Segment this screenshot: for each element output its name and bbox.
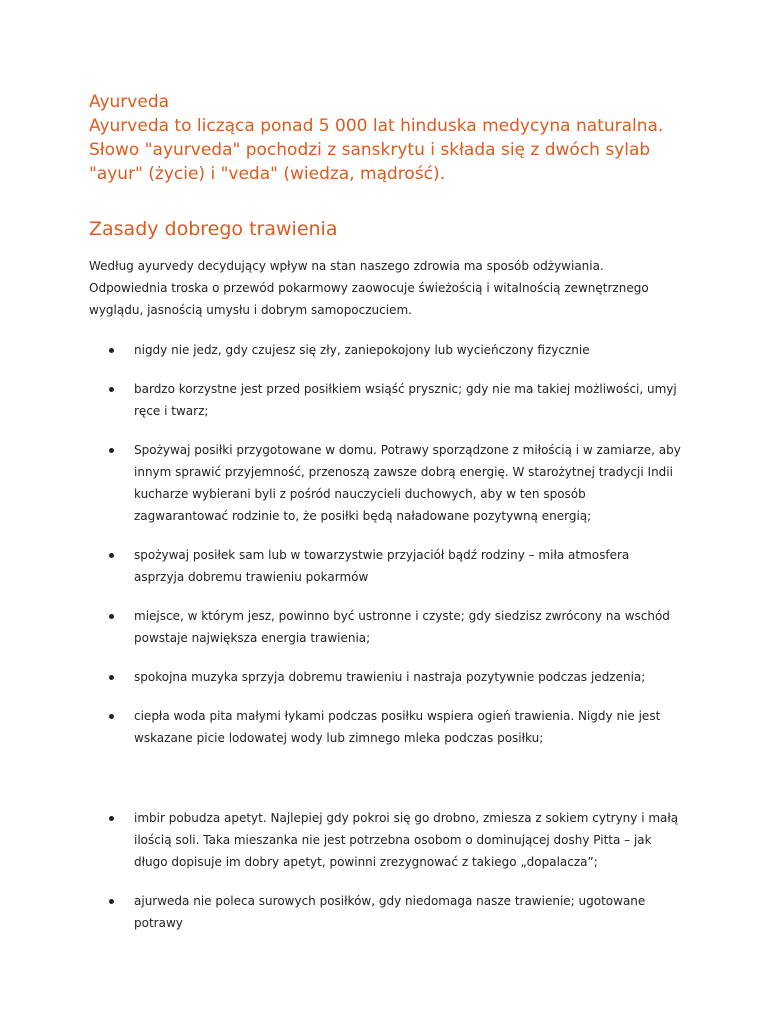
bullet-icon — [109, 899, 114, 904]
intro-text: Ayurveda to licząca ponad 5 000 lat hinduska medycyna naturalna. Słowo "ayurveda" pochodzi z sanskrytu i składa się z dwóch sylab "ayur" (życie) i "veda" (wiedza, mądrość). — [89, 116, 664, 184]
list-item-text: ciepła woda pita małymi łykami podczas posiłku wspiera ogień trawienia. Nigdy nie jest wskazane picie lodowatej wody lub zimnego mleka podczas posiłku; — [134, 709, 661, 745]
list-item — [89, 439, 682, 527]
list-item-text: spożywaj posiłek sam lub w towarzystwie przyjaciół bądź rodziny – miła atmosfera asprzyja dobremu trawieniu pokarmów — [134, 548, 630, 584]
list-item-text: ajurweda nie poleca surowych posiłków, gdy niedomaga nasze trawienie; ugotowane potrawy — [134, 894, 646, 930]
document-page — [89, 90, 689, 934]
list-item-text: Spożywaj posiłki przygotowane w domu. Potrawy sporządzone z miłością i w zamiarze, aby innym sprawić przyjemność, przenoszą zawsze dobrą energię. W starożytnej tradycji Indii kucharze wybierani byli z pośród nauczycieli duchowych, aby w ten sposób zagwarantować rodzinie to, że posiłki będą naładowane pozytywną energią; — [134, 443, 681, 523]
bullet-icon — [109, 714, 114, 719]
list-item — [89, 339, 682, 361]
bullet-icon — [109, 675, 114, 680]
list-item — [89, 807, 682, 873]
section-heading: Zasady dobrego trawienia — [89, 218, 338, 240]
bullet-list — [89, 339, 689, 934]
section-paragraph: Według ayurvedy decydujący wpływ na stan naszego zdrowia ma sposób odżywiania. Odpowiednia troska o przewód pokarmowy zaowocuje świeżością i witalnością zewnętrznego wyglądu, jasnością umysłu i dobrym samopoczuciem. — [89, 259, 649, 317]
list-item-text: spokojna muzyka sprzyja dobremu trawieniu i nastraja pozytywnie podczas jedzenia; — [134, 670, 646, 684]
intro-title: Ayurveda — [89, 92, 170, 112]
list-item — [89, 890, 682, 934]
bullet-icon — [109, 614, 114, 619]
bullet-icon — [109, 448, 114, 453]
list-item-text: nigdy nie jedz, gdy czujesz się zły, zaniepokojony lub wycieńczony fizycznie — [134, 343, 590, 357]
bullet-icon — [109, 553, 114, 558]
list-item — [89, 605, 682, 649]
list-item — [89, 705, 682, 749]
list-item-text: bardzo korzystne jest przed posiłkiem wsiąść prysznic; gdy nie ma takiej możliwości, umyj ręce i twarz; — [134, 382, 677, 418]
list-item-text: miejsce, w którym jesz, powinno być ustronne i czyste; gdy siedzisz zwrócony na wschód powstaje największa energia trawienia; — [134, 609, 670, 645]
list-item-text: imbir pobudza apetyt. Najlepiej gdy pokroi się go drobno, zmiesza z sokiem cytryny i małą ilością soli. Taka mieszanka nie jest potrzebna osobom o dominującej doshy Pitta – jak długo dopisuje im dobry apetyt, powinni zrezygnować z takiego „dopalacza”; — [134, 811, 679, 869]
list-item — [89, 544, 682, 588]
bullet-icon — [109, 387, 114, 392]
bullet-icon — [109, 348, 114, 353]
bullet-icon — [109, 816, 114, 821]
list-item — [89, 378, 682, 422]
list-item — [89, 666, 682, 688]
